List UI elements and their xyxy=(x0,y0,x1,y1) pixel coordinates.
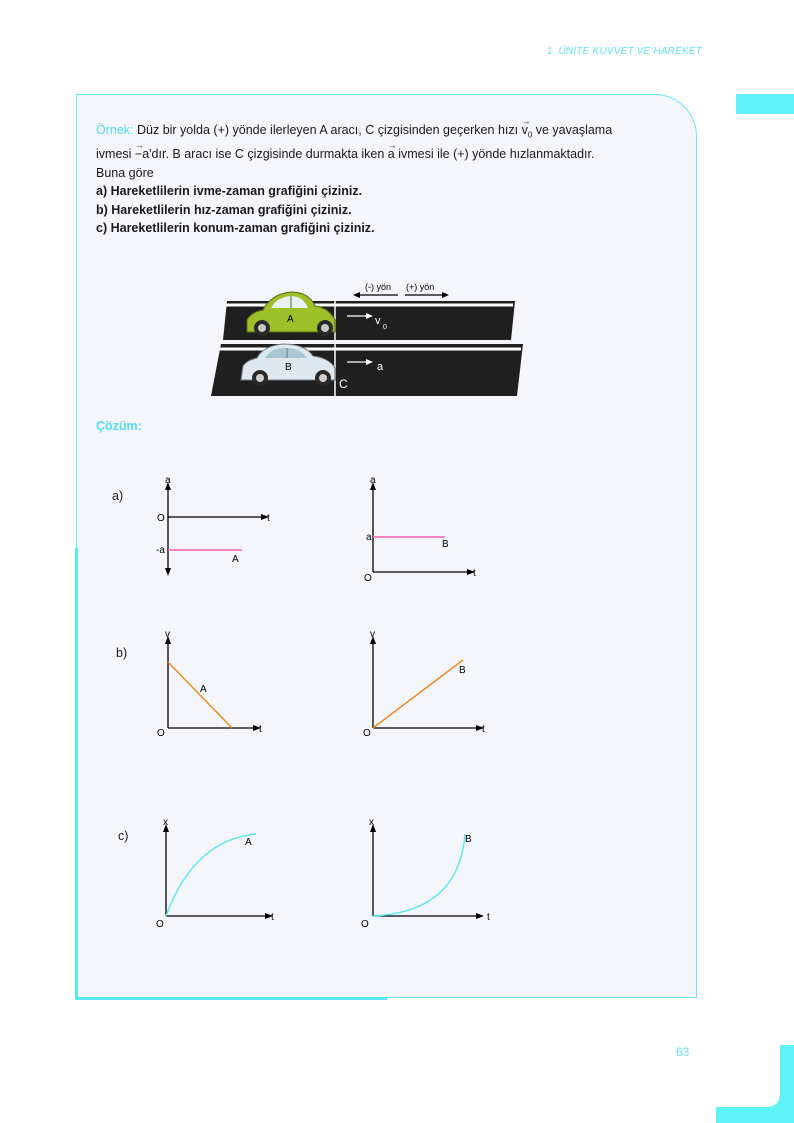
car-a-hub xyxy=(321,324,329,332)
x-axis-label: t xyxy=(267,513,270,524)
series-label: B xyxy=(459,665,466,676)
solution-label: Çözüm: xyxy=(96,419,142,433)
c-label: C xyxy=(339,377,348,391)
series-line xyxy=(373,660,463,728)
a-label: a xyxy=(377,361,384,373)
problem-text-2a: ivmesi xyxy=(96,147,135,161)
y-axis-label: x xyxy=(163,817,168,828)
example-label: Örnek: xyxy=(96,123,134,137)
y-axis-label: a xyxy=(370,475,376,486)
corner-decoration xyxy=(716,1045,794,1123)
series-label: B xyxy=(442,539,449,550)
question-b: b) Hareketlilerin hız-zaman grafiğini çiziniz. xyxy=(96,202,352,217)
series-label: A xyxy=(245,837,252,848)
graph-at-b xyxy=(353,472,483,584)
x-axis-label: t xyxy=(487,912,490,923)
origin-label: O xyxy=(157,513,165,524)
corner-shape xyxy=(716,1045,794,1123)
problem-text-1b: ve yavaşlama xyxy=(532,123,613,137)
a-symbol: → a xyxy=(388,145,395,164)
origin-label: O xyxy=(156,919,164,930)
part-b-label: b) xyxy=(116,646,128,660)
problem-text-2c: ivmesi ile (+) yönde hızlanmaktadır. xyxy=(394,147,595,161)
origin-label: O xyxy=(361,919,369,930)
y-tick-label: -a xyxy=(156,545,165,556)
problem-text-1a: Düz bir yolda (+) yönde ilerleyen A aracı, C çizgisinden geçerken hızı xyxy=(133,123,522,137)
road-illustration xyxy=(205,276,535,402)
v0-subscript: 0 xyxy=(383,324,387,331)
pos-direction-label: (+) yön xyxy=(406,282,435,292)
y-axis-label: a xyxy=(165,475,171,486)
y-axis-arrow-down xyxy=(165,568,171,576)
problem-line-1 xyxy=(96,121,676,145)
question-a: a) Hareketlilerin ivme-zaman grafiğini çiziniz. xyxy=(96,184,363,198)
neg-arrow-head xyxy=(353,292,360,298)
graph-xt-b xyxy=(353,812,498,932)
x-axis-arrow xyxy=(476,913,484,919)
graph-vt-b xyxy=(353,626,493,738)
graph-at-a xyxy=(148,472,278,580)
graph-xt-a xyxy=(148,812,283,932)
problem-line-3: Buna göre xyxy=(96,165,154,180)
neg-a-symbol: → −a xyxy=(135,145,149,164)
pos-arrow-head xyxy=(442,292,449,298)
car-b-hub xyxy=(256,374,264,382)
panel-accent-bottom xyxy=(75,997,387,1000)
side-tab-marker xyxy=(736,94,794,114)
car-a xyxy=(247,292,335,336)
x-axis-label: t xyxy=(271,912,274,923)
v-subscript: 0 xyxy=(527,130,533,140)
x-axis-label: t xyxy=(473,568,476,579)
origin-label: O xyxy=(363,728,371,738)
y-axis-label: x xyxy=(369,817,374,828)
problem-text-2b: 'dır. B aracı ise C çizgisinde durmakta iken xyxy=(149,147,388,161)
part-a-label: a) xyxy=(112,489,124,503)
page-number: 63 xyxy=(676,1045,690,1059)
problem-text xyxy=(96,121,676,238)
question-c: c) Hareketlilerin konum-zaman grafiğini çiziniz. xyxy=(96,221,375,235)
y-tick-label: a xyxy=(366,532,372,543)
v-letter: v xyxy=(521,123,528,137)
v0-label: v xyxy=(375,315,381,327)
x-axis-label: t xyxy=(482,724,485,735)
panel-accent-left xyxy=(75,548,78,999)
series-label: B xyxy=(465,834,472,845)
series-curve xyxy=(373,834,465,916)
car-a-label: A xyxy=(287,314,294,325)
v0-symbol xyxy=(522,121,533,145)
series-line xyxy=(168,662,232,728)
problem-line-2 xyxy=(96,145,676,164)
car-b-hub xyxy=(319,374,327,382)
chapter-header: 1. ÜNİTE KUVVET VE HAREKET xyxy=(546,46,702,57)
series-label: A xyxy=(200,684,207,695)
car-b-label: B xyxy=(285,362,292,373)
series-label: A xyxy=(232,554,239,565)
neg-direction-label: (-) yön xyxy=(365,282,392,292)
y-axis-label: v xyxy=(370,629,375,640)
origin-label: O xyxy=(157,728,165,738)
series-curve xyxy=(166,834,256,916)
graph-vt-a xyxy=(148,626,278,738)
car-a-hub xyxy=(258,324,266,332)
x-axis-label: t xyxy=(259,724,262,735)
origin-label: O xyxy=(364,573,372,584)
y-axis-label: v xyxy=(165,629,170,640)
part-c-label: c) xyxy=(118,829,129,843)
